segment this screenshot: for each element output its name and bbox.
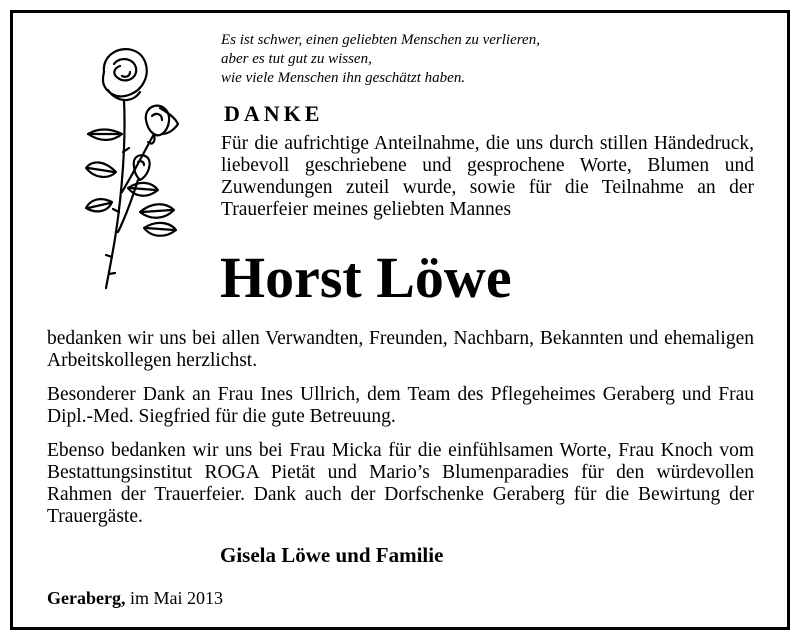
thanks-paragraph: bedanken wir uns bei allen Verwandten, Freunden, Nachbarn, Bekannten und ehemaligen Arbeitskollegen herzlichst. (47, 328, 754, 371)
heading-danke: DANKE (224, 101, 324, 126)
place-date (47, 588, 223, 609)
place-date-text: im Mai 2013 (125, 588, 223, 608)
thanks-paragraph: Besonderer Dank an Frau Ines Ullrich, dem Team des Pflegeheimes Geraberg und Frau Dipl.-Med. Siegfried für die gute Betreuung. (47, 384, 754, 427)
quote-line: wie viele Menschen ihn geschätzt haben. (221, 70, 466, 86)
intro-text: Für die aufrichtige Anteilnahme, die uns durch stillen Händedruck, liebevoll geschriebene und gesprochene Worte, Blumen und Zuwendungen zuteil wurde, sowie für die Teilnahme an der Trauerfeier meines geliebten Mannes (221, 133, 754, 220)
deceased-name: Horst Löwe (220, 245, 512, 310)
rose-icon (82, 42, 198, 292)
memorial-quote (221, 31, 781, 88)
quote-line: Es ist schwer, einen geliebten Menschen zu verlieren, (221, 32, 540, 48)
thanks-paragraph: Ebenso bedanken wir uns bei Frau Micka für die einfühlsamen Worte, Frau Knoch vom Bestattungsinstitut ROGA Pietät und Mario’s Blumenparadies für den würdevollen Rahmen der Trauerfeier. Dank auch der Dorfschenke Geraberg für die Bewirtung der Trauergäste. (47, 440, 754, 527)
place-town: Geraberg, (47, 588, 126, 608)
signature: Gisela Löwe und Familie (220, 543, 444, 567)
quote-line: aber es tut gut zu wissen, (221, 51, 372, 67)
